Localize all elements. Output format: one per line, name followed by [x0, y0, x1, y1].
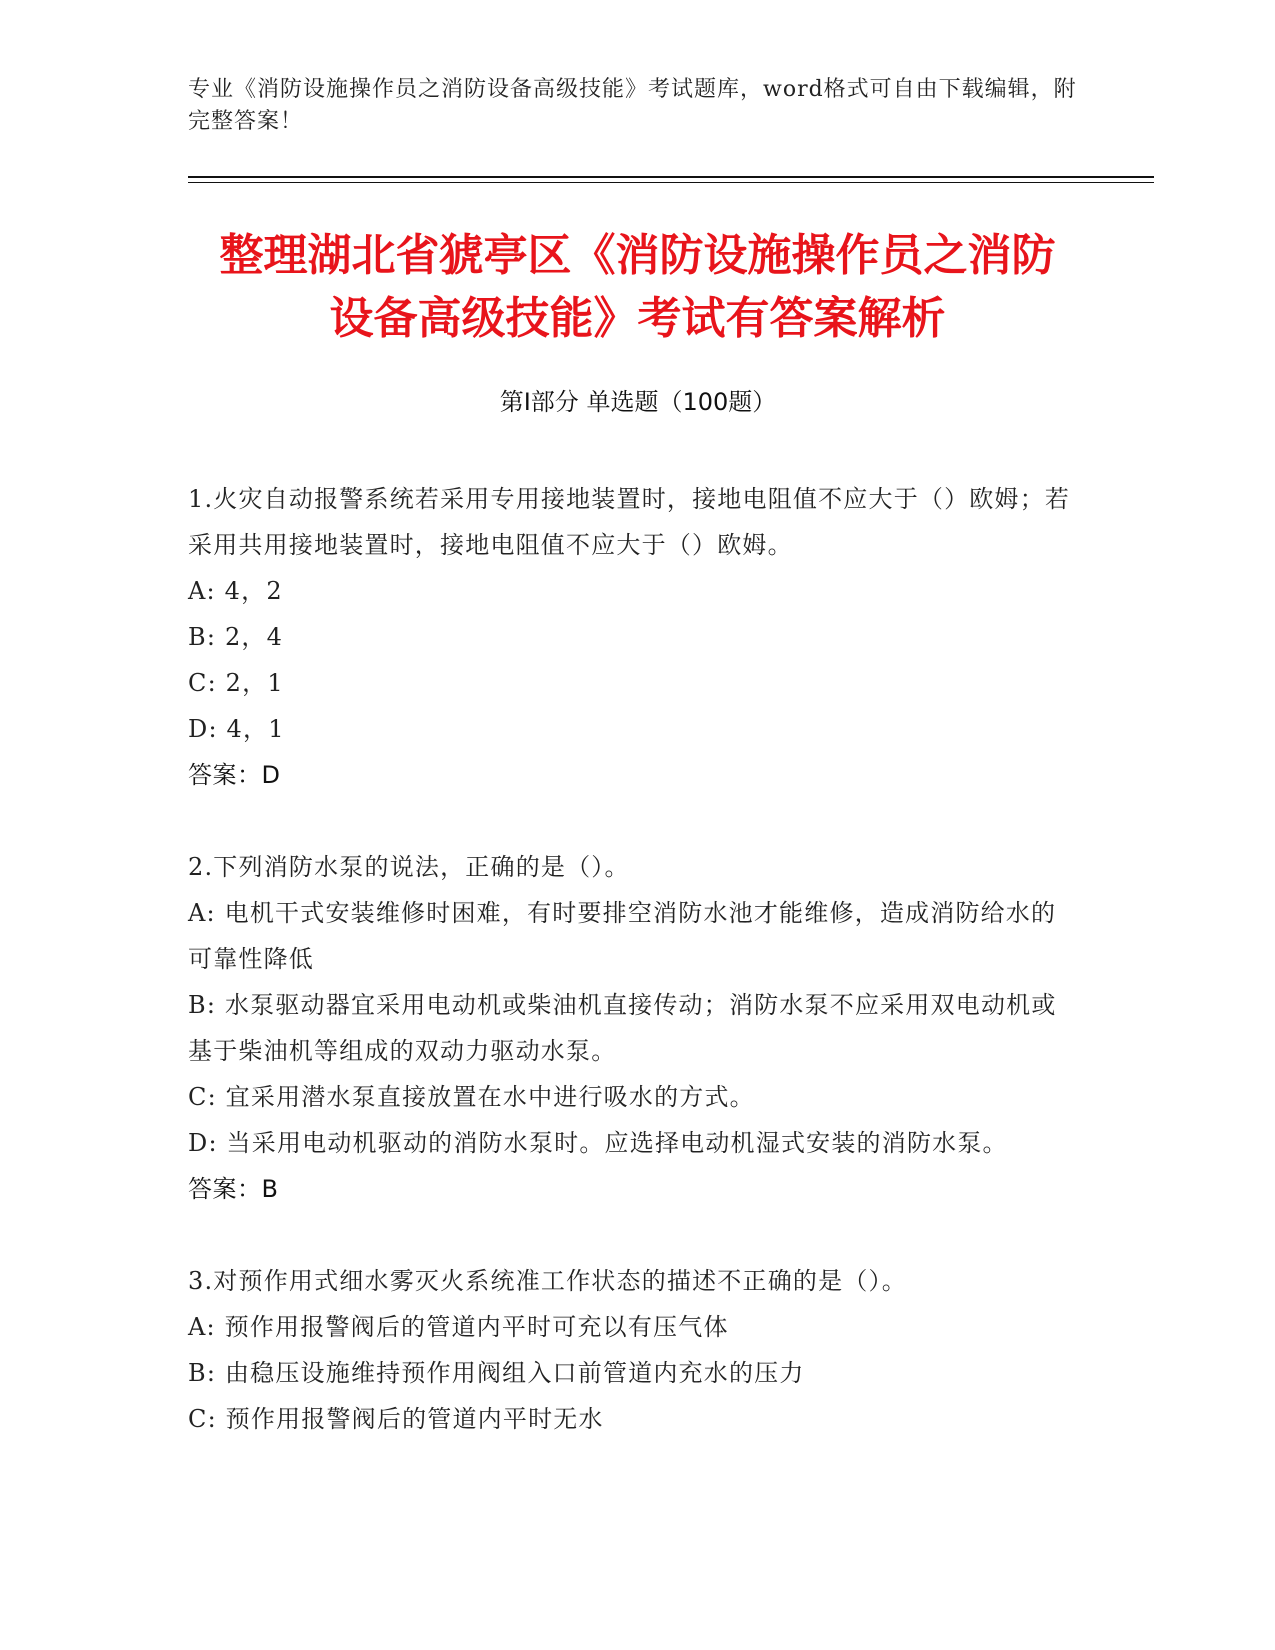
question-1	[188, 476, 1078, 798]
option-b: B: 由稳压设施维持预作用阀组入口前管道内充水的压力	[188, 1359, 805, 1387]
option-b: B: 水泵驱动器宜采用电动机或柴油机直接传动；消防水泵不应采用双电动机或基于柴油机等组成的双动力驱动水泵。	[188, 991, 1057, 1065]
option-a: A: 4，2	[188, 577, 283, 605]
option-c: C: 预作用报警阀后的管道内平时无水	[188, 1405, 604, 1433]
question-3	[188, 1258, 1078, 1442]
option-c: C: 宜采用潜水泵直接放置在水中进行吸水的方式。	[188, 1083, 755, 1111]
document-title-line-2: 设备高级技能》考试有答案解析	[329, 293, 946, 344]
document-title-line-1: 整理湖北省猇亭区《消防设施操作员之消防	[219, 230, 1056, 281]
option-c: C: 2，1	[188, 669, 284, 697]
question-2	[188, 844, 1078, 1212]
answer: 答案：D	[188, 761, 281, 789]
question-stem: 2.下列消防水泵的说法，正确的是（）。	[188, 853, 630, 881]
header-rule	[188, 176, 1154, 178]
question-stem: 3.对预作用式细水雾灭火系统准工作状态的描述不正确的是（）。	[188, 1267, 907, 1295]
option-d: D: 当采用电动机驱动的消防水泵时。应选择电动机湿式安装的消防水泵。	[188, 1129, 1008, 1157]
answer: 答案：B	[188, 1175, 279, 1203]
option-b: B: 2，4	[188, 623, 284, 651]
option-a: A: 预作用报警阀后的管道内平时可充以有压气体	[188, 1313, 729, 1341]
question-list	[188, 476, 1078, 1488]
header-note: 专业《消防设施操作员之消防设备高级技能》考试题库，word格式可自由下载编辑，附完整答案！	[188, 77, 1077, 134]
option-d: D: 4，1	[188, 715, 285, 743]
section-heading: 第Ⅰ部分 单选题（100题）	[499, 388, 777, 416]
header-rule-thin	[188, 182, 1154, 183]
question-stem: 1.火灾自动报警系统若采用专用接地装置时，接地电阻值不应大于（）欧姆；若采用共用接地装置时，接地电阻值不应大于（）欧姆。	[188, 485, 1071, 559]
option-a: A: 电机干式安装维修时困难，有时要排空消防水池才能维修，造成消防给水的可靠性降低	[188, 899, 1057, 973]
document-title	[130, 224, 1145, 350]
